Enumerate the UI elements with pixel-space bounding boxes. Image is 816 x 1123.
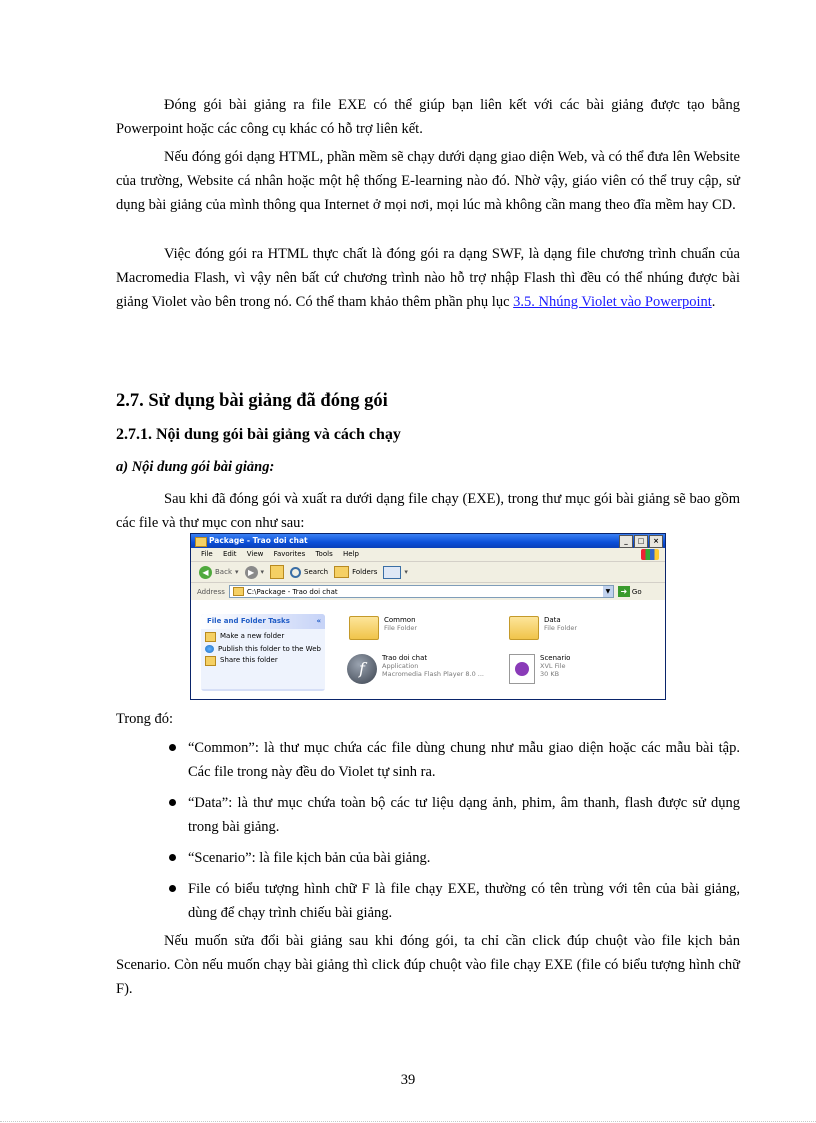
menu-help[interactable]: Help bbox=[342, 550, 359, 558]
explorer-menubar bbox=[191, 548, 665, 562]
page-bottom-border bbox=[0, 1121, 816, 1122]
paragraph-intro: Sau khi đã đóng gói và xuất ra dưới dạng file chạy (EXE), trong thư mục gói bài giảng sẽ bao gồm các file và thư mục con như sau: bbox=[116, 491, 740, 531]
globe-icon bbox=[205, 645, 214, 653]
scenario-file-icon bbox=[509, 654, 535, 684]
appendix-link[interactable]: 3.5. Nhúng Violet vào Powerpoint bbox=[513, 294, 712, 310]
folder-icon bbox=[195, 537, 207, 547]
views-button[interactable] bbox=[383, 566, 408, 579]
new-folder-icon bbox=[205, 632, 216, 642]
menu-view[interactable]: View bbox=[246, 550, 264, 558]
address-input[interactable] bbox=[229, 585, 614, 598]
menu-file[interactable]: File bbox=[201, 550, 213, 558]
paragraph-swf-packaging bbox=[116, 242, 740, 314]
flash-player-icon: f bbox=[347, 654, 377, 684]
minimize-icon[interactable]: _ bbox=[619, 535, 633, 548]
go-button[interactable] bbox=[618, 586, 642, 597]
explorer-content bbox=[191, 600, 665, 699]
task-share-folder[interactable] bbox=[205, 656, 321, 666]
file-type: File Folder bbox=[384, 624, 418, 632]
section-heading: 2.7. Sử dụng bài giảng đã đóng gói bbox=[116, 391, 388, 411]
file-item[interactable] bbox=[349, 616, 417, 640]
paragraph-closing: Nếu muốn sửa đổi bài giảng sau khi đóng gói, ta chỉ cần click đúp chuột vào file kịch bản Scenario. Còn nếu muốn chạy bài giảng thì click đúp chuột vào file chạy EXE (file có biểu tượng hình chữ F). bbox=[116, 933, 740, 997]
forward-arrow-icon: ▶ bbox=[245, 566, 258, 579]
maximize-icon[interactable]: □ bbox=[634, 535, 648, 548]
chevron-down-icon: ▾ bbox=[260, 568, 265, 576]
file-size: 30 KB bbox=[540, 670, 560, 678]
explorer-title: Package - Trao doi chat bbox=[209, 536, 308, 545]
bullet-icon bbox=[169, 744, 176, 751]
paragraph-trong-do: Trong đó: bbox=[116, 711, 174, 727]
paragraph-swf-end: . bbox=[711, 294, 716, 310]
bullet-list bbox=[166, 736, 740, 932]
page-number: 39 bbox=[400, 1072, 416, 1088]
tasks-title: File and Folder Tasks bbox=[207, 617, 290, 625]
file-type: Application bbox=[382, 662, 419, 670]
tasks-panel-header[interactable] bbox=[201, 614, 325, 629]
menu-edit[interactable]: Edit bbox=[222, 550, 237, 558]
subsection-heading: 2.7.1. Nội dung gói bài giảng và cách chạy bbox=[116, 426, 401, 443]
file-item[interactable] bbox=[347, 654, 484, 684]
task-label: Make a new folder bbox=[220, 632, 285, 640]
address-bar bbox=[191, 583, 665, 601]
folders-icon bbox=[334, 566, 349, 578]
windows-logo-icon bbox=[641, 549, 659, 560]
menu-favorites[interactable]: Favorites bbox=[273, 550, 306, 558]
folder-icon bbox=[233, 587, 244, 596]
search-button[interactable] bbox=[290, 567, 328, 578]
collapse-chevron-icon[interactable]: « bbox=[316, 617, 321, 625]
tasks-list bbox=[201, 629, 325, 689]
back-label: Back bbox=[215, 568, 232, 576]
file-type: XVL File bbox=[540, 662, 566, 670]
task-label: Publish this folder to the Web bbox=[218, 645, 321, 653]
task-publish-web[interactable] bbox=[205, 645, 321, 653]
chevron-down-icon[interactable]: ▼ bbox=[603, 586, 613, 597]
paragraph-html-packaging: Nếu đóng gói dạng HTML, phần mềm sẽ chạy dưới dạng giao diện Web, và có thể đưa lên Website của trường, Website cá nhân hoặc một hệ thống E-learning nào đó. Nhờ vậy, giáo viên có thể truy cập, sử dụng bài giảng của mình thông qua Internet ở mọi nơi, mọi lúc mà không cần mang theo đĩa mềm hay CD. bbox=[116, 149, 740, 213]
menu-tools[interactable]: Tools bbox=[315, 550, 333, 558]
close-icon[interactable]: × bbox=[649, 535, 663, 548]
task-label: Share this folder bbox=[220, 656, 278, 664]
folders-button[interactable] bbox=[334, 566, 377, 578]
subsubsection-heading: a) Nội dung gói bài giảng: bbox=[116, 459, 275, 475]
file-name: Data bbox=[544, 616, 561, 624]
bullet-icon bbox=[169, 799, 176, 806]
address-label: Address bbox=[197, 587, 225, 596]
folder-icon bbox=[349, 616, 379, 640]
window-controls bbox=[619, 535, 663, 548]
list-item bbox=[166, 736, 740, 784]
share-folder-icon bbox=[205, 656, 216, 666]
explorer-titlebar bbox=[191, 534, 665, 548]
file-item[interactable] bbox=[509, 616, 577, 640]
address-value: C:\Package - Trao doi chat bbox=[246, 587, 338, 596]
list-item bbox=[166, 877, 740, 925]
back-button[interactable] bbox=[199, 566, 239, 579]
forward-button[interactable] bbox=[245, 566, 265, 579]
file-name: Trao doi chat bbox=[382, 654, 428, 662]
explorer-toolbar bbox=[191, 562, 665, 583]
bullet-icon bbox=[169, 885, 176, 892]
folder-icon bbox=[509, 616, 539, 640]
list-item-text: “Common”: là thư mục chứa các file dùng chung như mẫu giao diện hoặc các mẫu bài tập. Các file trong này đều do Violet tự sinh ra. bbox=[188, 740, 740, 780]
tasks-panel bbox=[201, 614, 325, 691]
go-label: Go bbox=[631, 587, 642, 596]
list-item bbox=[166, 846, 740, 870]
search-label: Search bbox=[304, 568, 329, 576]
list-item bbox=[166, 791, 740, 839]
explorer-screenshot bbox=[190, 533, 666, 700]
folder-up-icon[interactable] bbox=[270, 565, 284, 579]
paragraph-exe-packaging: Đóng gói bài giảng ra file EXE có thể giúp bạn liên kết với các bài giảng được tạo bằng Powerpoint hoặc các công cụ khác có hỗ trợ liên kết. bbox=[116, 97, 740, 137]
folders-label: Folders bbox=[352, 568, 378, 576]
file-description: Macromedia Flash Player 8.0 ... bbox=[382, 670, 484, 678]
back-arrow-icon: ◀ bbox=[199, 566, 212, 579]
chevron-down-icon: ▾ bbox=[404, 568, 408, 576]
chevron-down-icon: ▾ bbox=[235, 568, 239, 576]
list-item-text: File có biểu tượng hình chữ F là file chạy EXE, thường có tên trùng với tên của bài giảng, dùng để chạy trình chiếu bài giảng. bbox=[188, 881, 740, 921]
file-name: Scenario bbox=[540, 654, 571, 662]
go-arrow-icon: ➜ bbox=[618, 586, 630, 597]
file-type: File Folder bbox=[544, 624, 578, 632]
views-icon bbox=[383, 566, 401, 579]
file-item[interactable] bbox=[509, 654, 570, 684]
task-make-folder[interactable] bbox=[205, 632, 321, 642]
list-item-text: “Data”: là thư mục chứa toàn bộ các tư liệu dạng ảnh, phim, âm thanh, flash được sử dụng trong bài giảng. bbox=[188, 795, 740, 835]
list-item-text: “Scenario”: là file kịch bản của bài giảng. bbox=[188, 850, 431, 866]
bullet-icon bbox=[169, 854, 176, 861]
paragraph-swf-text: Việc đóng gói ra HTML thực chất là đóng gói ra dạng SWF, là dạng file chương trình chuẩn của Macromedia Flash, vì vậy nên bất cứ chương trình nào hỗ trợ nhập Flash thì đều có thể nhúng được bài giảng Violet vào bên trong nó. Có thể tham khảo thêm phần phụ lục bbox=[116, 246, 740, 310]
search-icon bbox=[290, 567, 301, 578]
file-name: Common bbox=[384, 616, 416, 624]
